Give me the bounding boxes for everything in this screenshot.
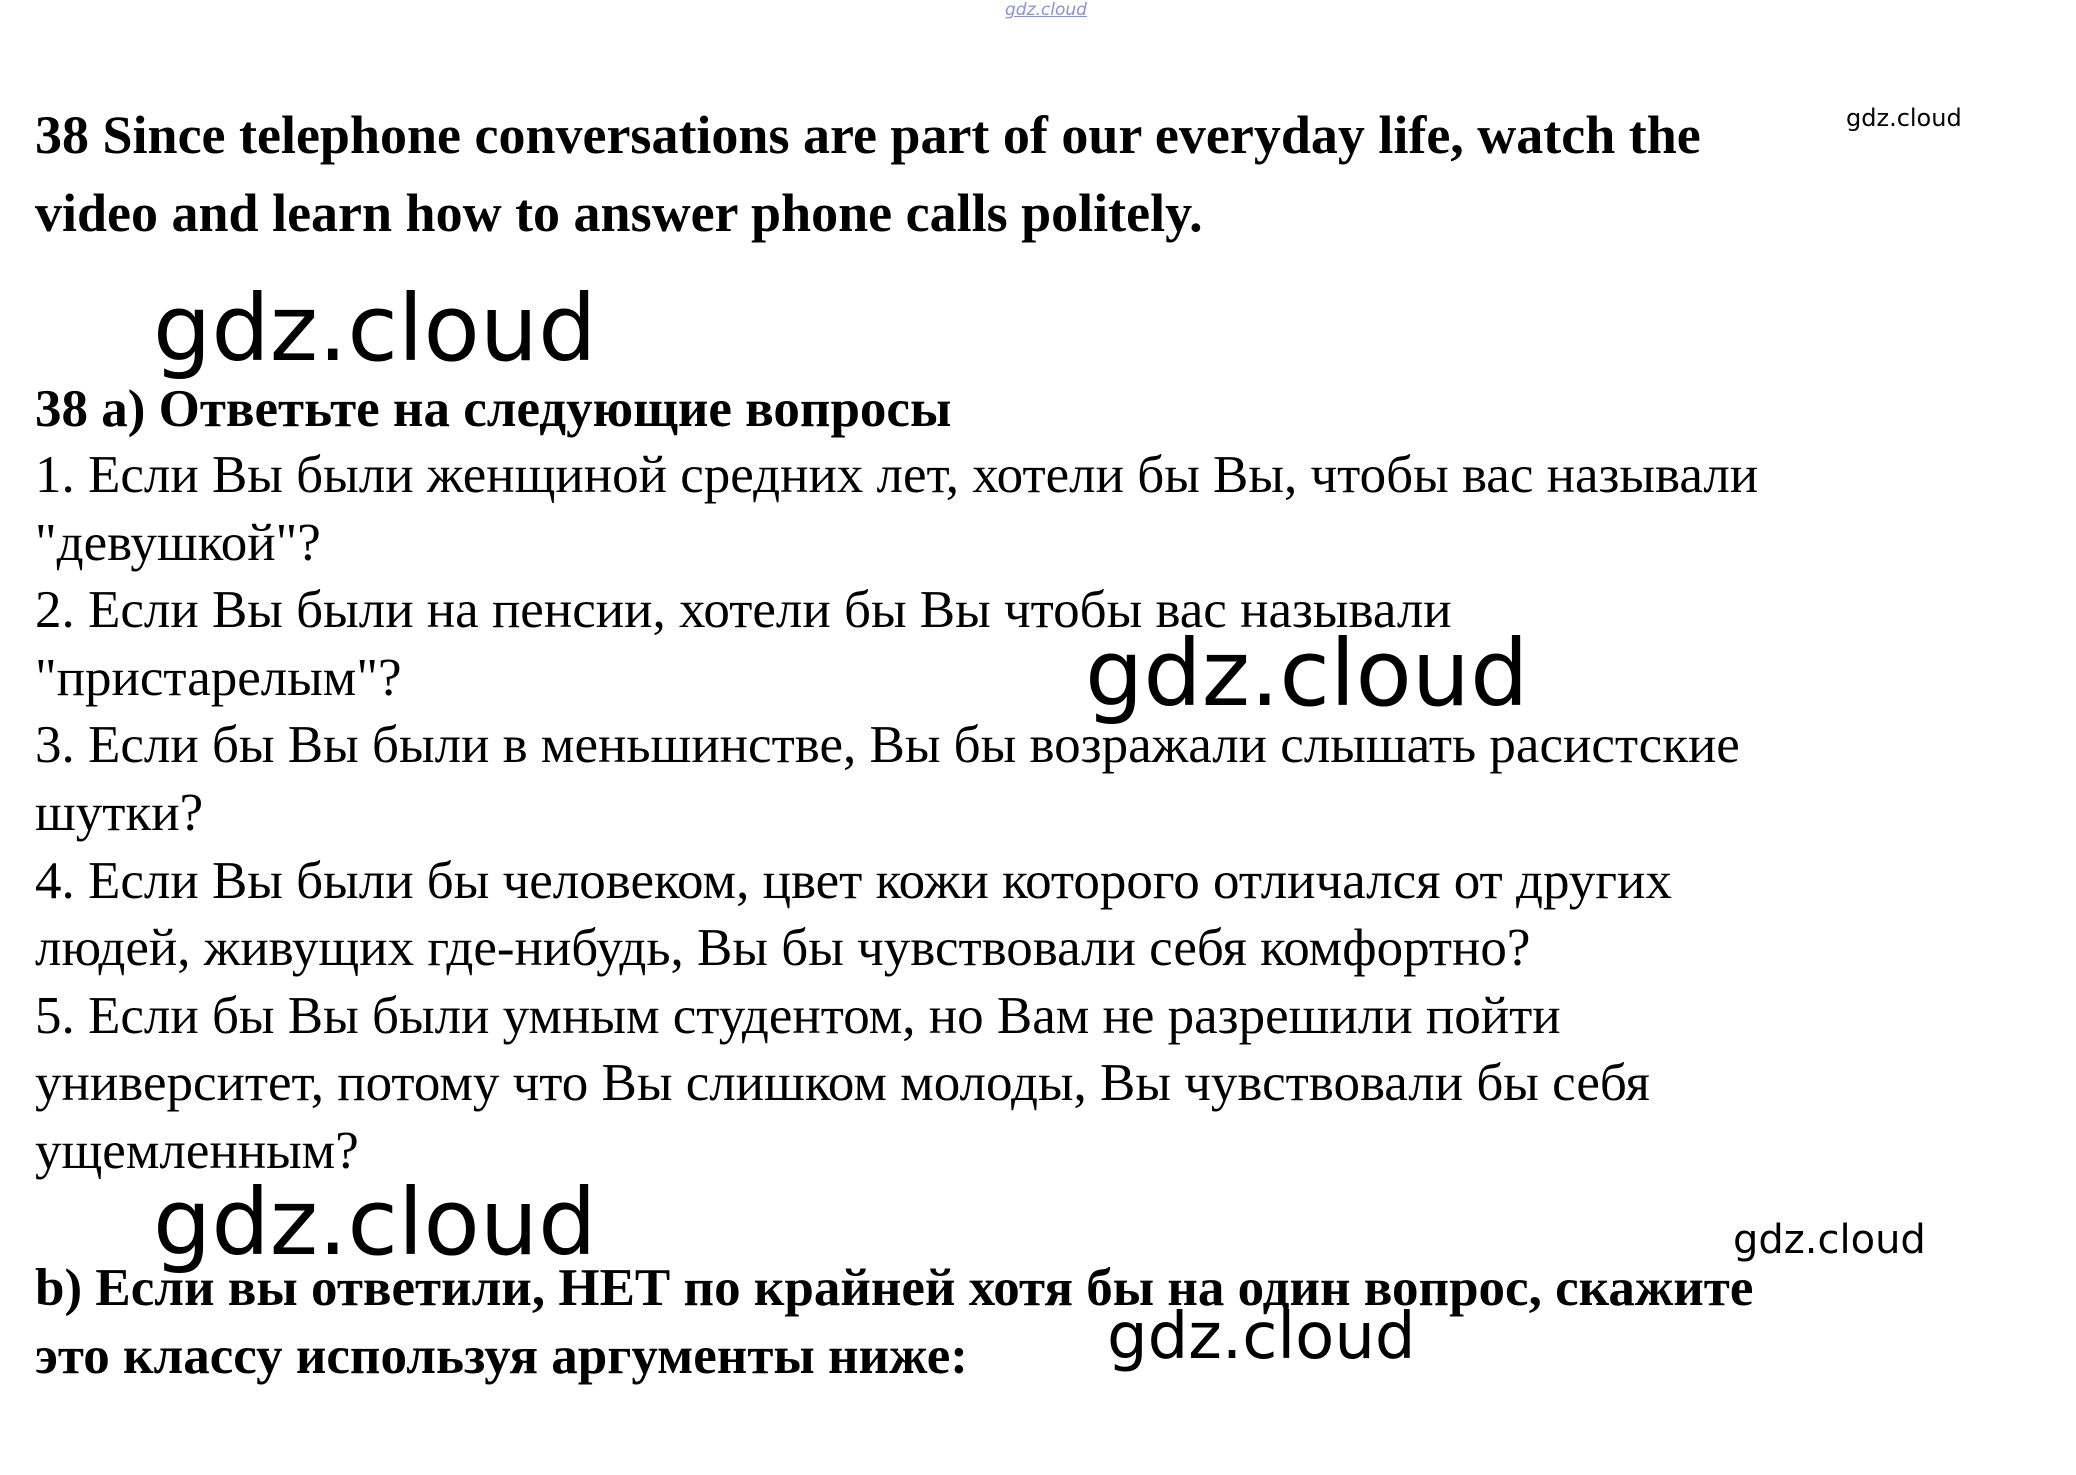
question-5-line2: университет, потому что Вы слишком молоды, Вы чувствовали бы себя <box>35 1054 1650 1112</box>
question-2-line1: 2. Если Вы были на пенсии, хотели бы Вы чтобы вас называли <box>35 581 1452 639</box>
question-5-line3: ущемленным? <box>35 1122 359 1180</box>
watermark-large-4: gdz.cloud <box>1107 1300 1416 1374</box>
watermark-mid: gdz.cloud <box>1733 1217 1926 1263</box>
question-3-line1: 3. Если бы Вы были в меньшинстве, Вы бы возражали слышать расистские <box>35 716 1740 774</box>
task38-heading-line2: video and learn how to answer phone calls politely. <box>35 183 1203 243</box>
watermark-large-1: gdz.cloud <box>153 275 597 382</box>
question-5-line1: 5. Если бы Вы были умным студентом, но Вам не разрешили пойти <box>35 987 1561 1045</box>
question-4-line2: людей, живущих где-нибудь, Вы бы чувствовали себя комфортно? <box>35 919 1531 977</box>
task38-heading-line1: 38 Since telephone conversations are part of our everyday life, watch the <box>35 105 1701 165</box>
question-3-line2: шутки? <box>35 784 204 842</box>
question-2-line2: "пристарелым"? <box>35 649 402 707</box>
part-a-heading: 38 a) Ответьте на следующие вопросы <box>35 380 952 438</box>
watermark-large-3: gdz.cloud <box>153 1169 597 1276</box>
watermark-heading: gdz.cloud <box>1846 104 1962 132</box>
part-b-line1: b) Если вы ответили, НЕТ по крайней хотя бы на один вопрос, скажите <box>35 1259 1754 1317</box>
question-1-line2: "девушкой"? <box>35 514 321 572</box>
watermark-large-2: gdz.cloud <box>1085 620 1529 727</box>
question-1-line1: 1. Если Вы были женщиной средних лет, хотели бы Вы, чтобы вас называли <box>35 446 1759 504</box>
question-4-line1: 4. Если Вы были бы человеком, цвет кожи которого отличался от других <box>35 852 1672 910</box>
watermark-top: gdz.cloud <box>1005 0 1087 20</box>
part-b-line2: это классу используя аргументы ниже: <box>35 1327 968 1385</box>
